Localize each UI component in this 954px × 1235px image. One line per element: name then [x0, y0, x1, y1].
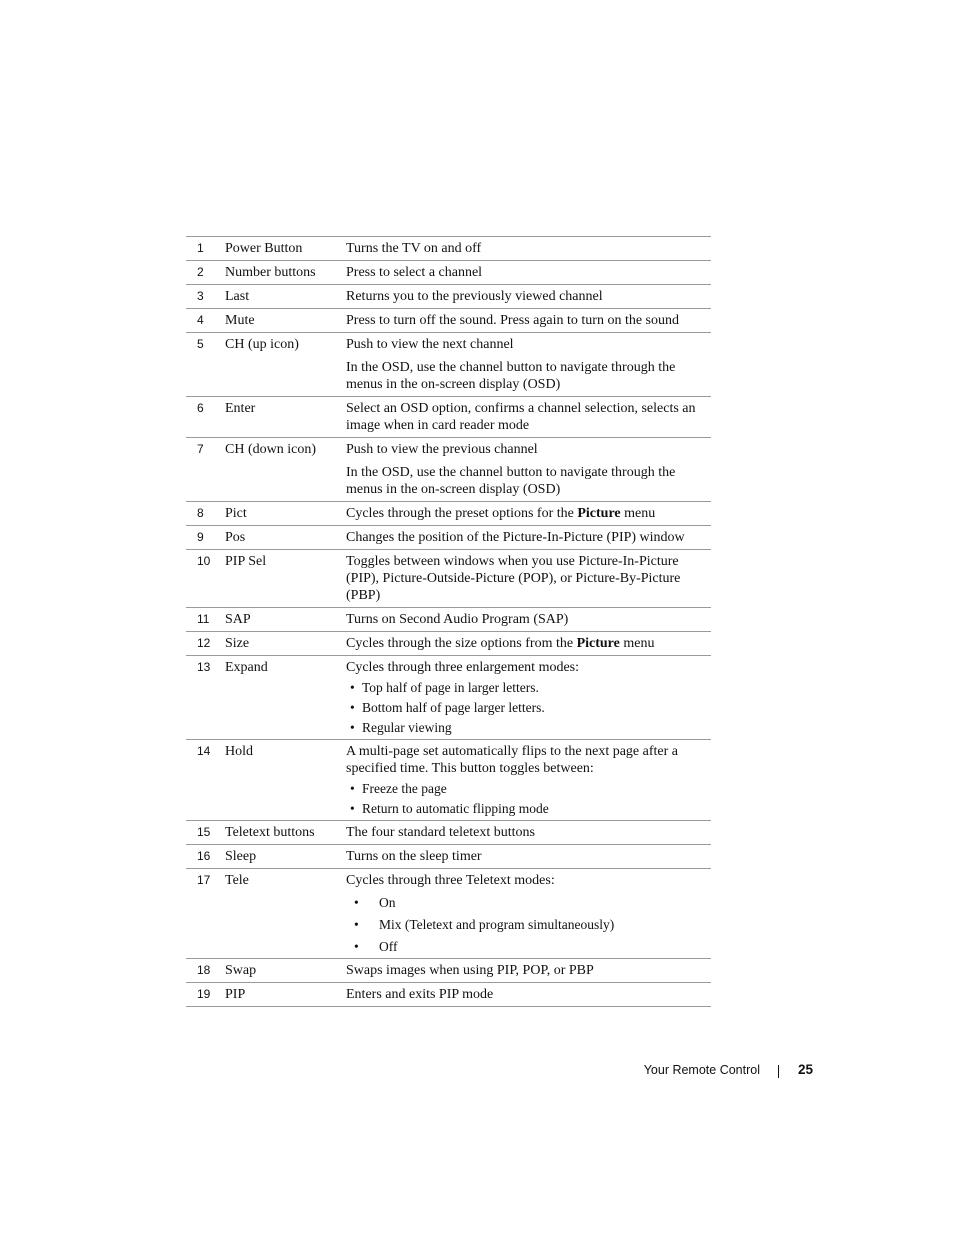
button-name: Sleep — [225, 849, 257, 864]
table-row — [186, 959, 711, 983]
button-name: Power Button — [225, 241, 303, 256]
table-row — [186, 550, 711, 608]
button-description: Turns the TV on and off — [346, 241, 482, 256]
row-number: 4 — [197, 313, 204, 327]
bullet-item: • Return to automatic flipping mode — [350, 801, 549, 816]
bullet-item: • Regular viewing — [350, 720, 452, 735]
table-row — [186, 740, 711, 821]
row-number: 6 — [197, 401, 204, 415]
table-row — [186, 983, 711, 1007]
table-row — [186, 526, 711, 550]
button-description: The four standard teletext buttons — [346, 825, 535, 840]
button-description: Push to view the next channel In the OSD, use the channel button to navigate through the menus in the on-screen display (OSD) — [346, 337, 676, 392]
button-description: Select an OSD option, confirms a channel selection, selects an image when in card reader mode — [346, 401, 696, 433]
footer-section-title: Your Remote Control — [643, 1063, 760, 1077]
table-row — [186, 333, 711, 397]
button-name: Expand — [225, 660, 268, 675]
bullet-item: • Mix (Teletext and program simultaneously) — [354, 917, 615, 932]
bullet-item: • Bottom half of page larger letters. — [350, 700, 545, 715]
button-name: CH (down icon) — [225, 442, 316, 457]
button-name: Swap — [225, 963, 257, 978]
button-description: Cycles through the size options from the Picture menu — [346, 636, 655, 651]
row-number: 17 — [197, 873, 211, 887]
menu-name-bold: Picture — [577, 506, 621, 521]
button-name: PIP — [225, 987, 246, 1002]
button-name: Last — [225, 289, 250, 304]
button-name: Tele — [225, 873, 249, 888]
row-number: 2 — [197, 265, 204, 279]
row-number: 8 — [197, 506, 204, 520]
row-number: 16 — [197, 849, 211, 863]
button-name: Pict — [225, 506, 247, 521]
bullet-item: • Top half of page in larger letters. — [350, 680, 539, 695]
button-name: Pos — [225, 530, 246, 545]
page-number: 25 — [798, 1062, 814, 1077]
button-description: Press to turn off the sound. Press again to turn on the sound — [346, 313, 679, 328]
button-name: PIP Sel — [225, 554, 267, 569]
row-number: 9 — [197, 530, 204, 544]
row-number: 5 — [197, 337, 204, 351]
table-row — [186, 438, 711, 502]
button-description: Enters and exits PIP mode — [346, 987, 494, 1002]
row-number: 15 — [197, 825, 211, 839]
button-description: A multi-page set automatically flips to the next page after a specified time. This button toggles between: • Freeze the page • Return to automatic flipping mode — [346, 740, 711, 820]
table-row — [186, 656, 711, 740]
page-footer — [0, 1062, 954, 1082]
table-row — [186, 237, 711, 261]
button-name: Number buttons — [225, 265, 316, 280]
bullet-item: • Freeze the page — [350, 781, 447, 796]
row-number: 12 — [197, 636, 211, 650]
button-description: Cycles through three Teletext modes: • On • Mix (Teletext and program simultaneously) • Off — [346, 869, 711, 958]
menu-name-bold: Picture — [576, 636, 620, 651]
row-number: 7 — [197, 442, 204, 456]
button-description: Returns you to the previously viewed channel — [346, 289, 603, 304]
row-number: 14 — [197, 744, 211, 758]
table-row — [186, 821, 711, 845]
row-number: 18 — [197, 963, 211, 977]
button-description: Turns on the sleep timer — [346, 849, 482, 864]
button-name: Mute — [225, 313, 255, 328]
button-name: CH (up icon) — [225, 337, 299, 352]
row-number: 19 — [197, 987, 211, 1001]
button-name: Teletext buttons — [225, 825, 315, 840]
button-description: Toggles between windows when you use Picture-In-Picture (PIP), Picture-Outside-Picture (POP), or Picture-By-Picture (PBP) — [346, 554, 681, 603]
button-description: Cycles through the preset options for the Picture menu — [346, 506, 656, 521]
button-name: SAP — [225, 612, 251, 627]
bullet-item: • Off — [354, 939, 398, 954]
button-description: Push to view the previous channel In the OSD, use the channel button to navigate through the menus in the on-screen display (OSD) — [346, 442, 676, 497]
row-number: 3 — [197, 289, 204, 303]
button-description: Swaps images when using PIP, POP, or PBP — [346, 963, 594, 978]
row-number: 10 — [197, 554, 211, 568]
remote-control-table — [186, 236, 711, 1007]
table-row — [186, 845, 711, 869]
button-description: Changes the position of the Picture-In-Picture (PIP) window — [346, 530, 685, 545]
table-row — [186, 632, 711, 656]
table-row — [186, 869, 711, 959]
row-number: 1 — [197, 241, 204, 255]
button-name: Size — [225, 636, 250, 651]
button-description: Press to select a channel — [346, 265, 483, 280]
table-row — [186, 309, 711, 333]
table-row — [186, 608, 711, 632]
table-row — [186, 397, 711, 438]
button-name: Enter — [225, 401, 256, 416]
button-name: Hold — [225, 744, 253, 759]
table-row — [186, 285, 711, 309]
table-row — [186, 502, 711, 526]
row-number: 13 — [197, 660, 211, 674]
table-row — [186, 261, 711, 285]
row-number: 11 — [197, 612, 210, 626]
bullet-item: • On — [354, 895, 396, 910]
footer-separator — [778, 1065, 779, 1078]
button-description: Cycles through three enlargement modes: • Top half of page in larger letters. • Bottom half of page larger letters. • Regular viewing — [346, 656, 711, 739]
button-description: Turns on Second Audio Program (SAP) — [346, 612, 569, 627]
